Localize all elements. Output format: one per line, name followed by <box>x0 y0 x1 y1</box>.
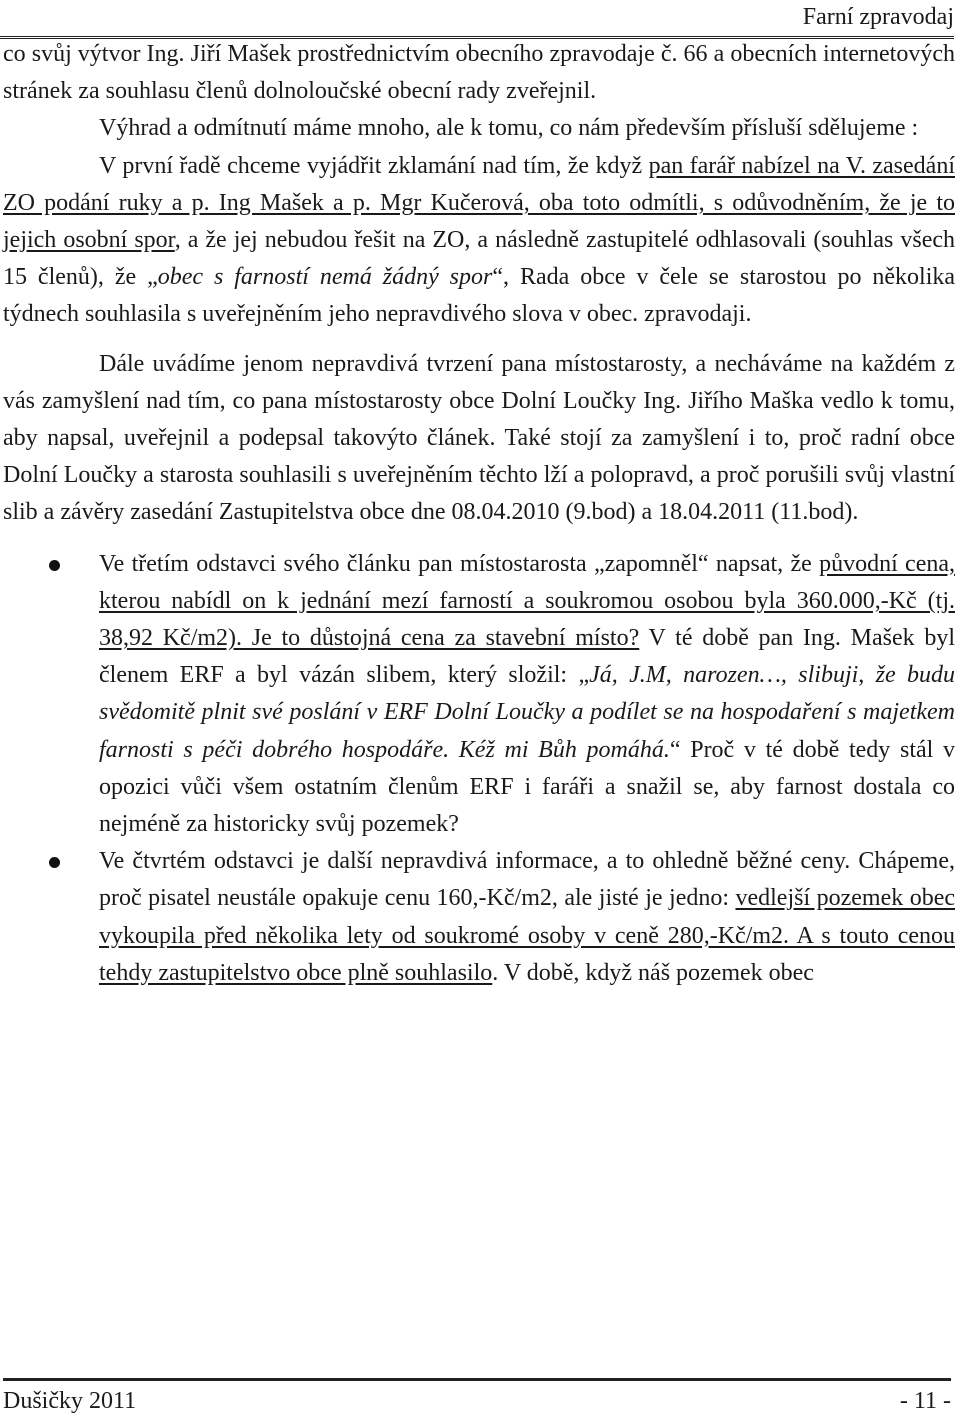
underlined-text: vedlejší pozemek obec vykoupila před několika lety od soukromé osoby v ceně 280,-Kč/m2. A s touto cenou tehdy zastupitelstvo obce plně souhlasilo <box>99 885 955 986</box>
paragraph: co svůj výtvor Ing. Jiří Mašek prostřednictvím obecního zpravodaje č. 66 a obecních internetových stránek za souhlasu členů dolnoloučské obecní rady zveřejnil. <box>3 41 955 105</box>
paragraph: Výhrad a odmítnutí máme mnoho, ale k tomu, co nám především přísluší sdělujeme : <box>99 115 919 142</box>
page-number: - 11 - <box>899 1388 951 1414</box>
article-body <box>3 36 955 992</box>
underlined-text: původní cena, kterou nabídl on k jednání mezí farností a soukromou osobou byla 360.000,-Kč (tj. 38,92 Kč/m2). Je to důstojná cena za stavební místo? <box>99 550 955 652</box>
bullet-icon <box>49 857 60 868</box>
underlined-text: pan farář nabízel na V. zasedání ZO podání ruky a p. Ing Mašek a p. Mgr Kučerová, oba toto odmítli, s odůvodněním, že je to jejich osobní spor <box>3 152 955 254</box>
list-item: Ve třetím odstavci svého článku pan místostarosta „zapomněl“ napsat, že původní cena, kterou nabídl on k jednání mezí farností a soukromou osobou byla 360.000,-Kč (tj. 38,92 Kč/m2). Je to důstojná cena za stavební místo? V té době pan Ing. Mašek byl členem ERF a byl vázán slibem, který složil: „Já, J.M, narozen…, slibuji, že budu svědomitě plnit své poslání v ERF Dolní Loučky a podílet se na hospodaření s majetkem farnosti s péči dobrého hospodáře. Kéž mi Bůh pomáhá.“ Proč v té době tedy stál v opozici vůči všem ostatním členům ERF i faráři a snažil se, aby farnost dostala co nejméně za historicky svůj pozemek? <box>3 546 955 844</box>
italic-quote: Já, J.M, narozen…, slibuji, že budu svědomitě plnit své poslání v ERF Dolní Loučky a podílet se na hospodaření s majetkem farnosti s péči dobrého hospodáře. Kéž mi Bůh pomáhá. <box>99 662 955 763</box>
bullet-list <box>3 546 955 992</box>
issue-label: Dušičky 2011 <box>3 1388 137 1414</box>
page-footer <box>3 1378 951 1421</box>
running-header: Farní zpravodaj <box>0 0 954 39</box>
italic-quote: obec s farností nemá žádný spor <box>157 264 493 291</box>
paragraph: V první řadě chceme vyjádřit zklamání nad tím, že když pan farář nabízel na V. zasedání ZO podání ruky a p. Ing Mašek a p. Mgr Kučerová, oba toto odmítli, s odůvodněním, že je to jejich osobní spor, a že jej nebudou řešit na ZO, a následně zastupitelé odhlasovali (souhlas všech 15 členů), že „obec s farností nemá žádný spor“, Rada obce v čele se starostou po několika týdnech souhlasila s uveřejněním jeho nepravdivého slova v obec. zpravodaji. <box>3 152 956 328</box>
paragraph: Dále uvádíme jenom nepravdivá tvrzení pana místostarosty, a necháváme na každém z vás zamyšlení nad tím, co pana místostarosty obce Dolní Loučky Ing. Jiřího Maška vedlo k tomu, aby napsal, uveřejnil a podepsal takovýto článek. Také stojí za zamyšlení i to, proč radní obce Dolní Loučky a starosta souhlasili s uveřejněním těchto lží a polopravd, a proč porušili svůj vlastní slib a závěry zasedání Zastupitelstva obce dne 08.04.2010 (9.bod) a 18.04.2011 (11.bod). <box>3 350 955 526</box>
list-item: Ve čtvrtém odstavci je další nepravdivá informace, a to ohledně běžné ceny. Chápeme, proč pisatel neustále opakuje cenu 160,-Kč/m2, ale jisté je jedno: vedlejší pozemek obec vykoupila před několika lety od soukromé osoby v ceně 280,-Kč/m2. A s touto cenou tehdy zastupitelstvo obce plně souhlasilo. V době, když náš pozemek obec <box>3 843 955 992</box>
bullet-icon <box>49 560 60 571</box>
